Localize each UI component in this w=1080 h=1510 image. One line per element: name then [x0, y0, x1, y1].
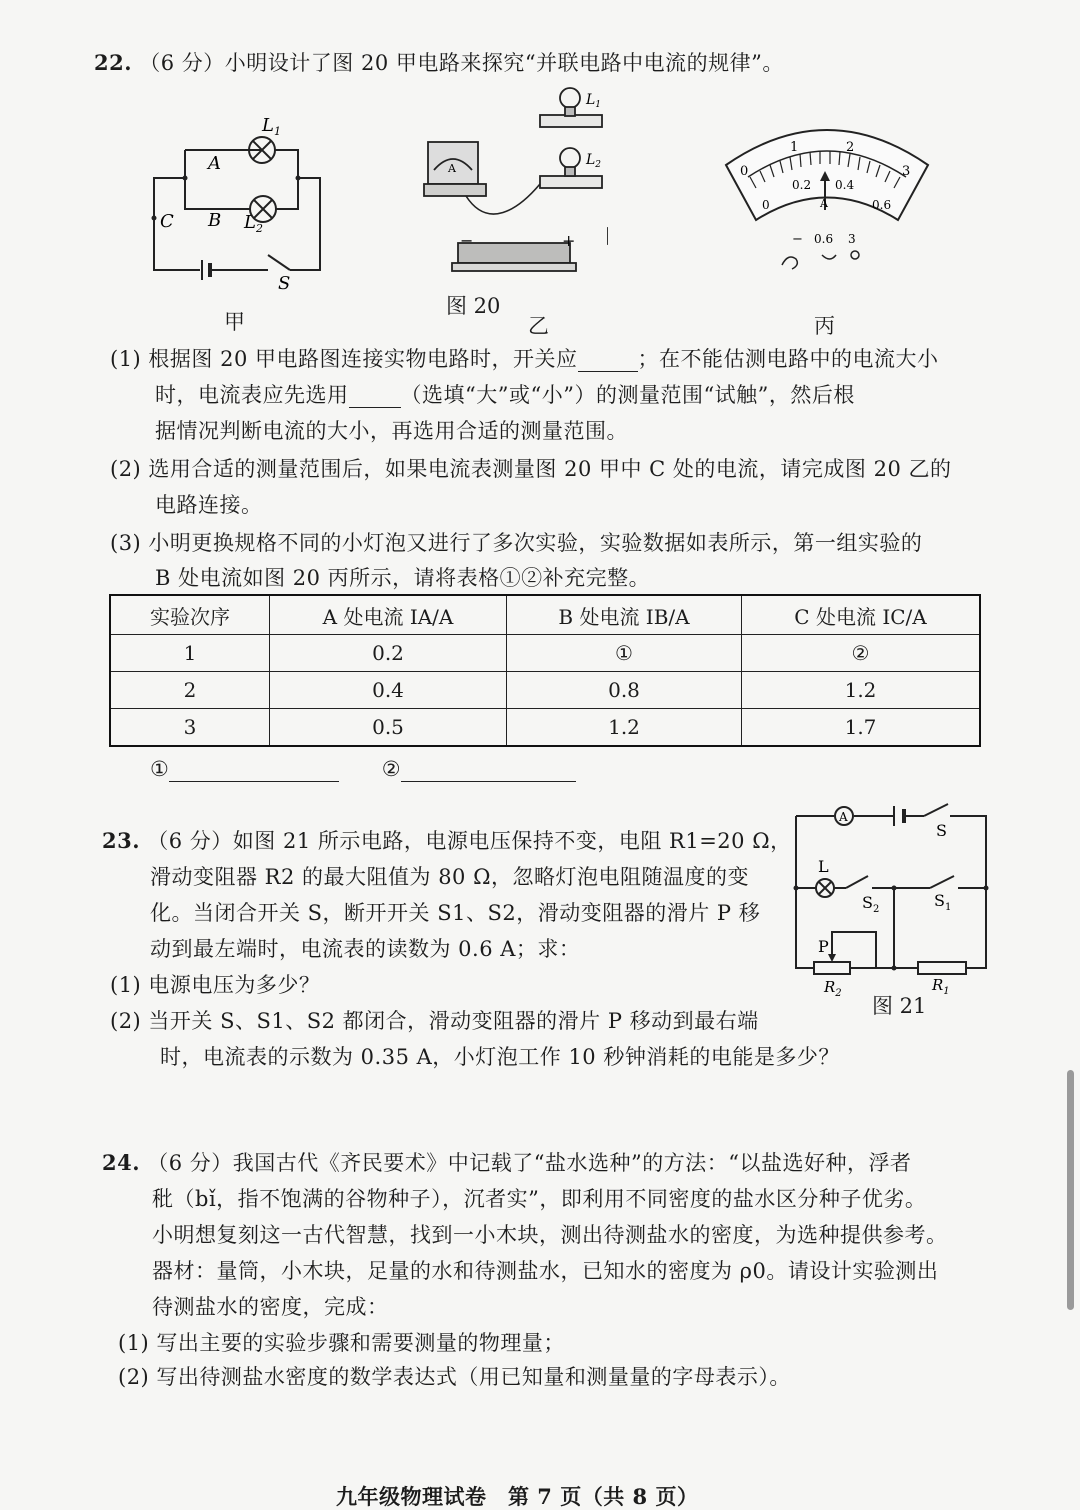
- q24-sub2: (2) 写出待测盐水密度的数学表达式（用已知量和测量量的字母表示）。: [118, 1365, 791, 1389]
- battery-plus: +: [562, 231, 576, 250]
- table-cell: 1.7: [742, 709, 981, 747]
- q23-text1: 如图 21 所示电路，电源电压保持不变，电阻 R1=20 Ω，: [232, 829, 792, 853]
- vertical-scrollbar[interactable]: [1067, 1070, 1074, 1310]
- lamp-l2-base: [540, 176, 602, 188]
- table-row: [110, 709, 980, 747]
- q24-line2: 秕（bǐ，指不饱满的谷物种子），沉者实”，即利用不同密度的盐水区分种子优劣。: [152, 1187, 927, 1211]
- label-l2-yi: $L_2$: [586, 152, 602, 170]
- q22-blank-range[interactable]: [349, 387, 401, 408]
- q24-score: （6 分）: [147, 1151, 233, 1175]
- table-header: B 处电流 IB/A: [507, 595, 742, 635]
- q24-line3: 小明想复刻这一古代智慧，找到一小木块，测出待测盐水的密度，为选种提供参考。: [152, 1223, 948, 1247]
- q22-p1-b: ；在不能估测电路中的电流大小: [637, 347, 939, 371]
- figure-20-jia-circuit: [140, 105, 340, 295]
- q22-number: 22.: [94, 50, 133, 75]
- q24-line1: [102, 1150, 912, 1176]
- dial-inner-04: 0.4: [835, 178, 855, 192]
- table-header: 实验次序: [110, 595, 270, 635]
- table-cell: 3: [110, 709, 270, 747]
- page-footer: 九年级物理试卷 第 7 页（共 8 页）: [336, 1484, 699, 1509]
- answer-1-marker: ①: [150, 757, 170, 781]
- figure-21-circuit: [788, 800, 998, 1000]
- table-row: [110, 635, 980, 672]
- table-header-row: [110, 595, 980, 635]
- q24-text1: 我国古代《齐民要术》中记载了“盐水选种”的方法：“以盐选好种，浮者: [232, 1151, 912, 1175]
- q23-line2: 滑动变阻器 R2 的最大阻值为 80 Ω，忽略灯泡电阻随温度的变: [150, 865, 750, 889]
- dial-scale-2: 2: [846, 140, 855, 155]
- fig21-label-s1: $S_1$: [934, 891, 952, 913]
- table-cell: 1.2: [742, 672, 981, 709]
- dial-inner-0: 0: [762, 198, 770, 212]
- label-c: C: [160, 211, 174, 232]
- node-right-dot: [296, 176, 301, 181]
- table-header: C 处电流 IC/A: [742, 595, 981, 635]
- table-header: A 处电流 IA/A: [270, 595, 507, 635]
- lamp-l1-bulb-icon: [560, 88, 580, 108]
- q22-p1-line2: [155, 382, 855, 408]
- battery-minus: −: [460, 231, 474, 250]
- q23-line1: [102, 828, 792, 854]
- q22-p1-a: (1) 根据图 20 甲电路图连接实物电路时，开关应: [110, 347, 578, 371]
- label-l1-yi: $L_1$: [586, 92, 602, 110]
- table-cell: ①: [507, 635, 742, 672]
- ammeter-a-label: A: [448, 162, 456, 175]
- fig21-label-l: L: [818, 857, 829, 876]
- dial-scale-0: 0: [740, 164, 749, 179]
- q22-p2-line2: 电路连接。: [155, 493, 263, 517]
- answer-2-marker: ②: [381, 757, 402, 781]
- q22-header: [94, 50, 784, 76]
- fig21-label-r1: $R_1$: [932, 976, 950, 997]
- fig20-bing-label: 丙: [814, 314, 835, 338]
- q24-sub1: (1) 写出主要的实验步骤和需要测量的物理量；: [118, 1331, 565, 1355]
- table-cell: ②: [742, 635, 981, 672]
- table-row: [110, 672, 980, 709]
- terminal-06: 0.6: [814, 232, 834, 246]
- q23-line3: 化。当闭合开关 S，断开开关 S1、S2，滑动变阻器的滑片 P 移: [150, 901, 761, 925]
- lamp-l2-bulb-icon: [560, 148, 580, 168]
- dial-inner-06: 0.6: [872, 198, 892, 212]
- table-cell: 0.4: [270, 672, 507, 709]
- dial-inner-02: 0.2: [792, 178, 812, 192]
- q22-p3-line2: B 处电流如图 20 丙所示，请将表格①②补充完整。: [155, 566, 651, 590]
- q22-p1-line1: [110, 346, 939, 372]
- q22-p1-d: （选填“大”或“小”）的测量范围“试触”，然后根: [400, 383, 855, 407]
- figure-20-yi-components: [408, 80, 608, 280]
- table-cell: 1: [110, 635, 270, 672]
- q22-score: （6 分）: [139, 51, 225, 75]
- battery-icon: [458, 243, 570, 263]
- fig21-label-s2: $S_2$: [862, 893, 880, 915]
- node-c-dot: [152, 216, 157, 221]
- table-cell: 1.2: [507, 709, 742, 747]
- q22-p1-c: 时，电流表应先选用: [155, 383, 349, 407]
- q22-p3-line1: (3) 小明更换规格不同的小灯泡又进行了多次实验，实验数据如表所示，第一组实验的: [110, 531, 923, 555]
- q22-p1-line3: 据情况判断电流的大小，再选用合适的测量范围。: [155, 419, 628, 443]
- q24-line5: 待测盐水的密度，完成：: [152, 1295, 389, 1319]
- q22-p2-line1: (2) 选用合适的测量范围后，如果电流表测量图 20 甲中 C 处的电流，请完成图 20 乙的: [110, 457, 952, 481]
- q23-sub2-line1: (2) 当开关 S、S1、S2 都闭合，滑动变阻器的滑片 P 移动到最右端: [110, 1009, 759, 1033]
- table-cell: 0.8: [507, 672, 742, 709]
- label-b: B: [208, 210, 222, 231]
- terminal-3: 3: [848, 232, 856, 246]
- q22-data-table: [109, 594, 981, 747]
- figure-20-bing-ammeter-dial: [720, 115, 935, 290]
- q24-line4: 器材：量筒，小木块，足量的水和待测盐水，已知水的密度为 ρ0。请设计实验测出: [152, 1259, 939, 1283]
- fig21-caption: 图 21: [872, 994, 927, 1018]
- fig20-jia-label: 甲: [224, 310, 245, 334]
- answer-2-blank[interactable]: [401, 761, 576, 782]
- q23-sub2-line2: 时，电流表的示数为 0.35 A，小灯泡工作 10 秒钟消耗的电能是多少？: [160, 1045, 840, 1069]
- label-a: A: [208, 153, 221, 174]
- q22-blank-switch[interactable]: [578, 351, 638, 372]
- dial-scale-1: 1: [790, 140, 799, 155]
- q23-sub1: (1) 电源电压为多少？: [110, 973, 321, 997]
- answer-1-blank[interactable]: [169, 761, 339, 782]
- fig21-label-p: P: [818, 937, 829, 956]
- table-cell: 0.5: [270, 709, 507, 747]
- dial-scale-3: 3: [902, 164, 911, 179]
- q22-intro: 小明设计了图 20 甲电路来探究“并联电路中电流的规律”。: [224, 51, 784, 75]
- label-l1: $L_1$: [262, 115, 281, 138]
- q23-number: 23.: [102, 828, 141, 853]
- q24-number: 24.: [102, 1150, 141, 1175]
- table-cell: 0.2: [270, 635, 507, 672]
- fig20-caption: 图 20: [446, 294, 501, 318]
- terminal-minus: −: [792, 232, 803, 247]
- dial-unit-a: A: [820, 197, 828, 210]
- label-l2: $L_2$: [244, 212, 263, 235]
- node-a-dot: [183, 176, 188, 181]
- q23-line4: 动到最左端时，电流表的读数为 0.6 A；求：: [150, 937, 581, 961]
- label-s: S: [278, 273, 291, 294]
- fig21-label-s: S: [936, 821, 947, 840]
- fig21-label-r2: $R_2$: [824, 978, 842, 999]
- q23-score: （6 分）: [147, 829, 233, 853]
- table-cell: 2: [110, 672, 270, 709]
- fig20-yi-label: 乙: [528, 314, 549, 338]
- fig21-ammeter-a: A: [839, 810, 848, 824]
- q22-answer-blanks: [150, 756, 576, 782]
